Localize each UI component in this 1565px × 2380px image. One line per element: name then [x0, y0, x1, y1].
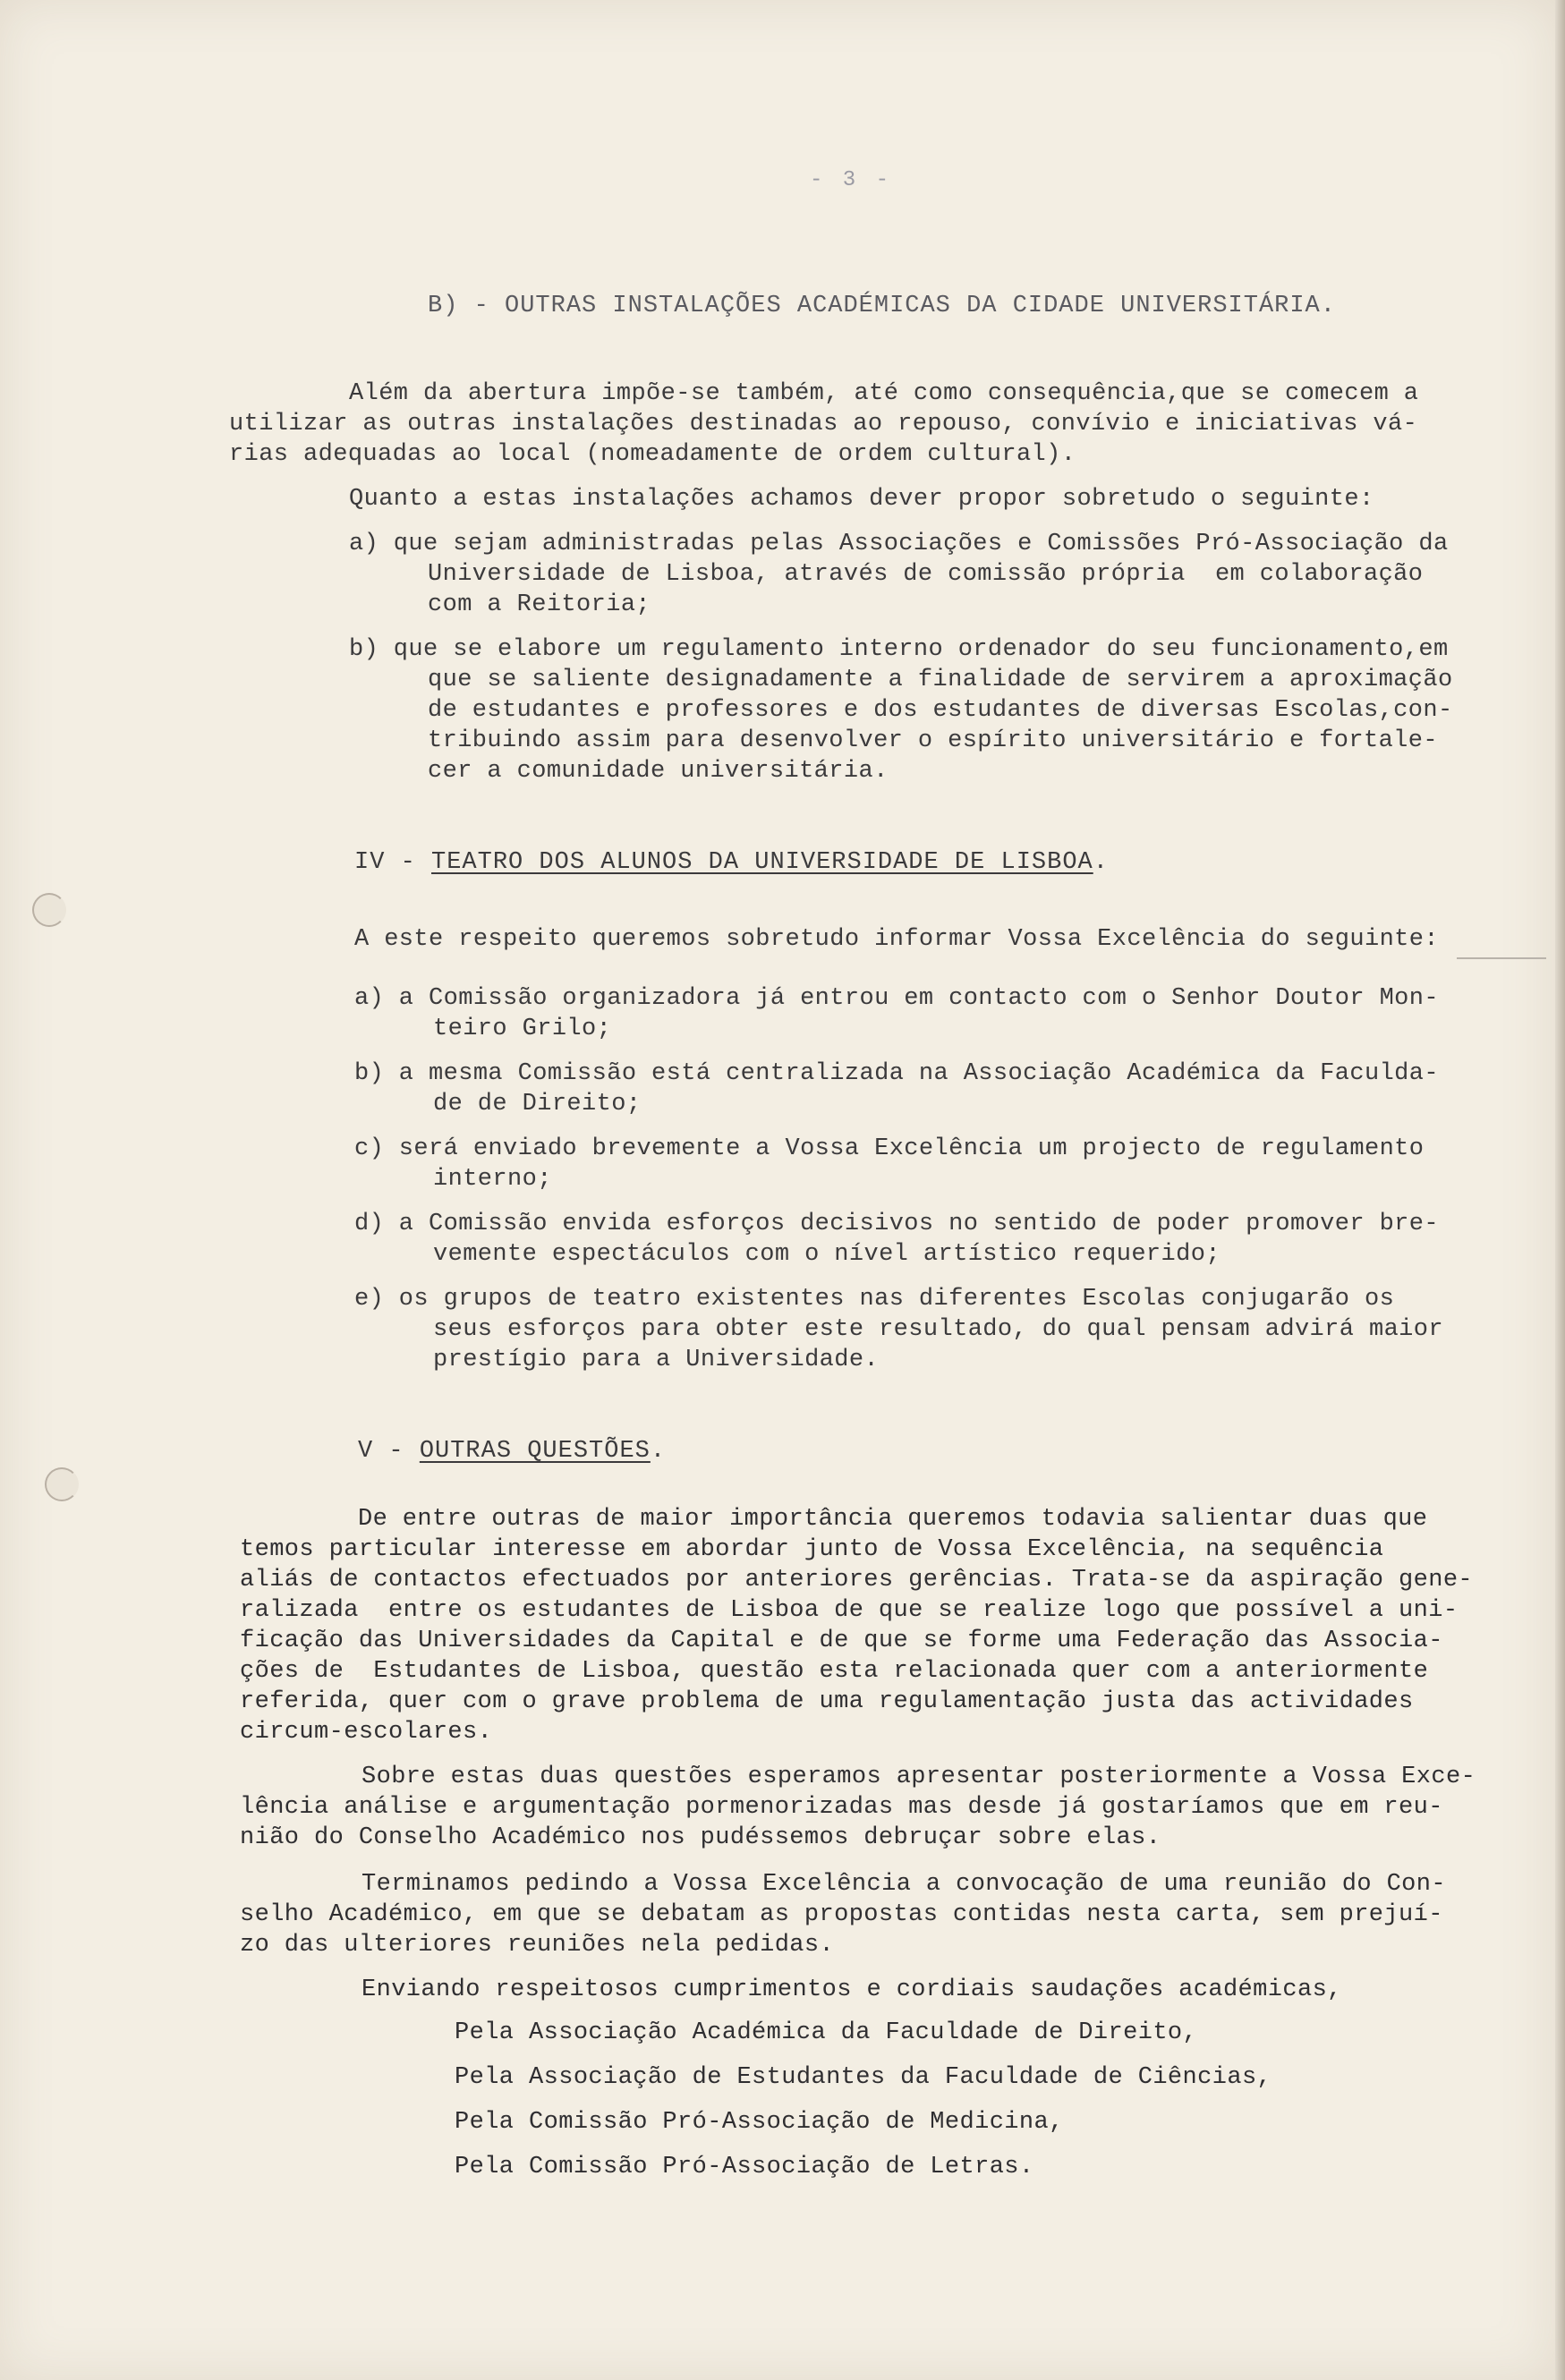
section-iv-intro: A este respeito queremos sobretudo informar Vossa Excelência do seguinte: — [354, 926, 1439, 953]
section-b-item-a: a) que sejam administradas pelas Associações e Comissões Pró-Associação da — [349, 531, 1449, 557]
section-b-para1-line: Além da abertura impõe-se também, até como consequência,que se comecem a — [349, 380, 1419, 407]
section-b-item-b: b) que se elabore um regulamento interno ordenador do seu funcionamento,em — [349, 636, 1449, 663]
section-b-heading: B) - OUTRAS INSTALAÇÕES ACADÉMICAS DA CIDADE UNIVERSITÁRIA. — [428, 293, 1336, 319]
section-iv-item-c-cont: interno; — [433, 1166, 552, 1193]
section-b-para2: Quanto a estas instalações achamos dever propor sobretudo o seguinte: — [349, 486, 1374, 513]
section-v-para1-line: ficação das Universidades da Capital e de que se forme uma Federação das Associa- — [240, 1628, 1443, 1654]
section-b-item-a-cont: Universidade de Lisboa, através de comissão própria em colaboração — [428, 561, 1424, 588]
signatory: Pela Comissão Pró-Associação de Letras. — [455, 2154, 1034, 2180]
section-iv-item-c: c) será enviado brevemente a Vossa Excelência um projecto de regulamento — [354, 1135, 1425, 1162]
section-v-para2-line: lência análise e argumentação pormenorizadas mas desde já gostaríamos que em reu- — [240, 1794, 1443, 1821]
section-b-para1-line: utilizar as outras instalações destinadas ao repouso, convívio e iniciativas vá- — [229, 411, 1418, 438]
section-iv-prefix: IV - — [354, 849, 432, 876]
section-iv-item-a-cont: teiro Grilo; — [433, 1016, 612, 1042]
signatory: Pela Associação Académica da Faculdade de Direito, — [455, 2019, 1198, 2046]
section-iv-item-e-cont: seus esforços para obter este resultado, do qual pensam advirá maior — [433, 1316, 1443, 1343]
section-b-item-b-cont: tribuindo assim para desenvolver o espírito universitário e fortale- — [428, 727, 1438, 754]
section-v-heading — [358, 1437, 666, 1466]
section-v-para3-line: Terminamos pedindo a Vossa Excelência a convocação de uma reunião do Con- — [361, 1871, 1446, 1898]
section-iv-item-d: d) a Comissão envida esforços decisivos no sentido de poder promover bre- — [354, 1211, 1439, 1237]
closing-line: Enviando respeitosos cumprimentos e cordiais saudações académicas, — [361, 1976, 1342, 2003]
section-b-item-b-cont: de estudantes e professores e dos estudantes de diversas Escolas,con- — [428, 697, 1453, 724]
section-b-item-a-cont: com a Reitoria; — [428, 591, 651, 618]
section-v-para2-line: nião do Conselho Académico nos pudéssemos debruçar sobre elas. — [240, 1824, 1161, 1851]
section-v-prefix: V - — [358, 1438, 420, 1465]
section-iv-item-e-cont: prestígio para a Universidade. — [433, 1347, 880, 1373]
section-v-para1-line: referida, quer com o grave problema de uma regulamentação justa das actividades — [240, 1688, 1414, 1715]
stray-mark — [1457, 957, 1546, 959]
paper-edge — [1555, 0, 1565, 2380]
section-iv-title: TEATRO DOS ALUNOS DA UNIVERSIDADE DE LISBOA — [431, 849, 1093, 876]
page-number: - 3 - — [810, 168, 893, 192]
section-b-item-b-cont: que se saliente designadamente a finalidade de servirem a aproximação — [428, 667, 1453, 693]
section-v-para2-line: Sobre estas duas questões esperamos apresentar posteriormente a Vossa Exce- — [361, 1764, 1476, 1790]
punch-hole-bottom — [45, 1467, 79, 1501]
section-v-para1-line: ções de Estudantes de Lisboa, questão esta relacionada quer com a anteriormente — [240, 1658, 1429, 1685]
section-iv-item-e: e) os grupos de teatro existentes nas diferentes Escolas conjugarão os — [354, 1286, 1395, 1313]
section-v-para1-line: temos particular interesse em abordar junto de Vossa Excelência, na sequência — [240, 1536, 1384, 1563]
section-iv-item-b-cont: de de Direito; — [433, 1091, 642, 1118]
section-v-para3-line: selho Académico, em que se debatam as propostas contidas nesta carta, sem prejuí- — [240, 1901, 1443, 1928]
section-iv-item-b: b) a mesma Comissão está centralizada na Associação Académica da Faculda- — [354, 1060, 1439, 1087]
section-v-para3-line: zo das ulteriores reuniões nela pedidas. — [240, 1932, 835, 1959]
section-iv-item-a: a) a Comissão organizadora já entrou em contacto com o Senhor Doutor Mon- — [354, 985, 1439, 1012]
signatory: Pela Associação de Estudantes da Faculdade de Ciências, — [455, 2064, 1272, 2091]
section-v-title: OUTRAS QUESTÕES — [419, 1438, 651, 1465]
section-v-suffix: . — [650, 1438, 667, 1465]
section-v-para1-line: circum-escolares. — [240, 1719, 493, 1746]
signatory: Pela Comissão Pró-Associação de Medicina, — [455, 2109, 1064, 2136]
punch-hole-top — [32, 893, 66, 927]
section-b-para1-line: rias adequadas ao local (nomeadamente de ordem cultural). — [229, 441, 1076, 468]
section-v-para1-line: aliás de contactos efectuados por anteriores gerências. Trata-se da aspiração gene- — [240, 1567, 1474, 1594]
section-iv-item-d-cont: vemente espectáculos com o nível artístico requerido; — [433, 1241, 1221, 1268]
section-iv-heading — [354, 848, 1109, 877]
section-v-para1-line: De entre outras de maior importância queremos todavia salientar duas que — [358, 1506, 1428, 1533]
section-b-item-b-cont: cer a comunidade universitária. — [428, 758, 889, 785]
section-iv-suffix: . — [1093, 849, 1109, 876]
section-v-para1-line: ralizada entre os estudantes de Lisboa de que se realize logo que possível a uni- — [240, 1597, 1459, 1624]
